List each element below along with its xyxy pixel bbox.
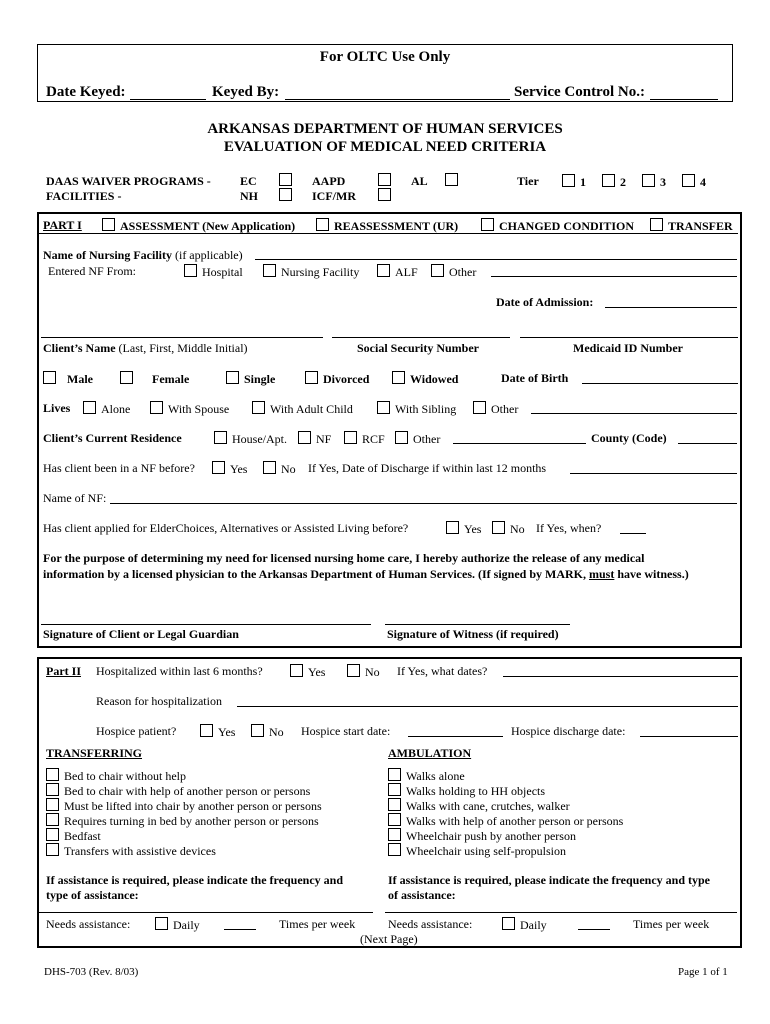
assist-left-line-1: If assistance is required, please indicate the frequency and — [46, 873, 344, 887]
tier-4[interactable]: 4 — [682, 174, 706, 190]
name-nf-field[interactable] — [110, 503, 737, 504]
female-option[interactable]: Female — [120, 371, 189, 387]
date-admission-field[interactable] — [605, 307, 737, 308]
transfer-item[interactable]: Must be lifted into chair by another person or persons — [46, 798, 322, 814]
transfer-item[interactable]: Requires turning in bed by another person or persons — [46, 813, 319, 829]
times-right-label: Times per week — [633, 917, 710, 931]
times-left-label: Times per week — [279, 917, 356, 931]
nf-before-label: Has client been in a NF before? — [43, 461, 195, 475]
applied-yes[interactable]: Yes — [446, 521, 481, 537]
reason-label: Reason for hospitalization — [96, 694, 222, 708]
what-dates-field[interactable] — [503, 676, 738, 677]
lives-with-spouse[interactable]: With Spouse — [150, 401, 229, 417]
assist-left-line-2: type of assistance: — [46, 888, 139, 902]
hospitalized-yes[interactable]: Yes — [290, 664, 325, 680]
ambulation-item[interactable]: Wheelchair using self-propulsion — [388, 843, 566, 859]
tier-2[interactable]: 2 — [602, 174, 626, 190]
medicaid-label: Medicaid ID Number — [573, 341, 683, 355]
discharge-label: If Yes, Date of Discharge if within last 12 months — [308, 461, 547, 475]
dob-label: Date of Birth — [501, 371, 569, 385]
applied-no[interactable]: No — [492, 521, 525, 537]
entered-other-field[interactable] — [491, 276, 737, 277]
authorization-line-1: For the purpose of determining my need for licensed nursing home care, I hereby authorize the release of any medical — [43, 551, 645, 565]
transfer-item[interactable]: Bedfast — [46, 828, 101, 844]
agency-title: ARKANSAS DEPARTMENT OF HUMAN SERVICES — [207, 121, 563, 137]
residence-other[interactable]: Other — [395, 431, 440, 447]
daily-left-option[interactable]: Daily — [155, 917, 200, 933]
transfer-item[interactable]: Bed to chair with help of another person or persons — [46, 783, 310, 799]
next-page-label: (Next Page) — [360, 932, 418, 946]
times-right-field[interactable] — [578, 929, 610, 930]
lives-with-adult-child[interactable]: With Adult Child — [252, 401, 353, 417]
divorced-option[interactable]: Divorced — [305, 371, 369, 387]
residence-rcf[interactable]: RCF — [344, 431, 385, 447]
client-name-label: Client’s Name (Last, First, Middle Initial) — [43, 341, 248, 355]
hospice-label: Hospice patient? — [96, 724, 177, 738]
tier-label: Tier — [517, 174, 539, 188]
tier-1[interactable]: 1 — [562, 174, 586, 190]
reassessment-option[interactable]: REASSESSMENT (UR) — [316, 218, 458, 234]
residence-label: Client’s Current Residence — [43, 431, 182, 445]
nh-checkbox[interactable] — [279, 188, 292, 201]
dob-field[interactable] — [582, 383, 738, 384]
assist-right-field[interactable] — [385, 912, 737, 913]
ambulation-item[interactable]: Walks with cane, crutches, walker — [388, 798, 570, 814]
discharge-field[interactable] — [570, 473, 737, 474]
date-keyed-field[interactable] — [130, 99, 206, 100]
ambulation-heading: AMBULATION — [388, 746, 472, 760]
ambulation-item[interactable]: Walks with help of another person or persons — [388, 813, 623, 829]
transfer-item[interactable]: Bed to chair without help — [46, 768, 186, 784]
service-control-field[interactable] — [650, 99, 718, 100]
hospice-discharge-field[interactable] — [640, 736, 738, 737]
oltc-title: For OLTC Use Only — [319, 49, 451, 65]
transferring-heading: TRANSFERRING — [46, 746, 143, 760]
icfmr-label: ICF/MR — [312, 189, 356, 203]
client-name-field[interactable] — [41, 337, 323, 338]
witness-signature-field[interactable] — [385, 624, 570, 625]
ssn-label: Social Security Number — [357, 341, 479, 355]
hospice-start-field[interactable] — [408, 736, 503, 737]
entered-alf[interactable]: ALF — [377, 264, 418, 280]
keyed-by-field[interactable] — [285, 99, 510, 100]
hospice-discharge-label: Hospice discharge date: — [511, 724, 626, 738]
ec-checkbox[interactable] — [279, 173, 292, 186]
part2-label: Part II — [46, 664, 81, 678]
medicaid-field[interactable] — [520, 337, 738, 338]
client-signature-label: Signature of Client or Legal Guardian — [43, 627, 239, 641]
residence-other-field[interactable] — [453, 443, 586, 444]
aapd-checkbox[interactable] — [378, 173, 391, 186]
facilities-label: FACILITIES - — [46, 189, 122, 203]
al-checkbox[interactable] — [445, 173, 458, 186]
single-option[interactable]: Single — [226, 371, 275, 387]
al-label: AL — [411, 174, 428, 188]
entered-other[interactable]: Other — [431, 264, 476, 280]
lives-label: Lives — [43, 401, 71, 415]
tier-3[interactable]: 3 — [642, 174, 666, 190]
daily-right-option[interactable]: Daily — [502, 917, 547, 933]
service-control-label: Service Control No.: — [514, 84, 645, 100]
assist-right-line-2: of assistance: — [388, 888, 456, 902]
authorization-line-2: information by a licensed physician to the Arkansas Department of Human Services. (If signed by MARK, must have witness.) — [43, 567, 689, 581]
ambulation-item[interactable]: Walks alone — [388, 768, 465, 784]
reason-field[interactable] — [237, 706, 738, 707]
hospitalized-label: Hospitalized within last 6 months? — [96, 664, 263, 678]
lives-alone[interactable]: Alone — [83, 401, 130, 417]
form-number: DHS-703 (Rev. 8/03) — [44, 966, 139, 978]
form-title: EVALUATION OF MEDICAL NEED CRITERIA — [223, 139, 547, 155]
daas-label: DAAS WAIVER PROGRAMS - — [46, 174, 211, 188]
hospitalized-no[interactable]: No — [347, 664, 380, 680]
ambulation-item[interactable]: Wheelchair push by another person — [388, 828, 576, 844]
keyed-by-label: Keyed By: — [212, 84, 280, 100]
part1-label: PART I — [43, 218, 82, 232]
witness-signature-label: Signature of Witness (if required) — [387, 627, 559, 641]
entered-nursing-facility[interactable]: Nursing Facility — [263, 264, 359, 280]
if-yes-when-label: If Yes, when? — [536, 521, 602, 535]
hospice-no[interactable]: No — [251, 724, 284, 740]
assist-right-line-1: If assistance is required, please indicate the frequency and type — [388, 873, 711, 887]
transfer-item[interactable]: Transfers with assistive devices — [46, 843, 216, 859]
lives-other-field[interactable] — [531, 413, 737, 414]
assist-left-field[interactable] — [39, 912, 373, 913]
date-admission-label: Date of Admission: — [496, 295, 594, 309]
nf-before-yes[interactable]: Yes — [212, 461, 247, 477]
nf-name-field[interactable] — [255, 259, 737, 260]
residence-house[interactable]: House/Apt. — [214, 431, 287, 447]
nf-before-no[interactable]: No — [263, 461, 296, 477]
male-option[interactable]: Male — [43, 371, 93, 387]
page-number: Page 1 of 1 — [678, 966, 728, 978]
date-keyed-label: Date Keyed: — [46, 84, 126, 100]
times-left-field[interactable] — [224, 929, 256, 930]
entered-hospital[interactable]: Hospital — [184, 264, 243, 280]
if-yes-when-field[interactable] — [620, 533, 646, 534]
lives-other[interactable]: Other — [473, 401, 518, 417]
nh-label: NH — [240, 189, 258, 203]
hospice-start-label: Hospice start date: — [301, 724, 391, 738]
ambulation-item[interactable]: Walks holding to HH objects — [388, 783, 545, 799]
transfer-option[interactable]: TRANSFER — [650, 218, 733, 234]
nf-name-label: Name of Nursing Facility (if applicable) — [43, 248, 243, 262]
lives-with-sibling[interactable]: With Sibling — [377, 401, 456, 417]
name-nf-label: Name of NF: — [43, 491, 107, 505]
aapd-label: AAPD — [312, 174, 346, 188]
county-field[interactable] — [678, 443, 737, 444]
changed-condition-option[interactable]: CHANGED CONDITION — [481, 218, 634, 234]
county-label: County (Code) — [591, 431, 667, 445]
applied-label: Has client applied for ElderChoices, Alternatives or Assisted Living before? — [43, 521, 409, 535]
hospice-yes[interactable]: Yes — [200, 724, 235, 740]
needs-right-label: Needs assistance: — [388, 917, 473, 931]
widowed-option[interactable]: Widowed — [392, 371, 458, 387]
icfmr-checkbox[interactable] — [378, 188, 391, 201]
client-signature-field[interactable] — [41, 624, 371, 625]
ec-label: EC — [240, 174, 257, 188]
needs-left-label: Needs assistance: — [46, 917, 131, 931]
residence-nf[interactable]: NF — [298, 431, 331, 447]
assessment-option[interactable]: ASSESSMENT (New Application) — [102, 218, 295, 234]
what-dates-label: If Yes, what dates? — [397, 664, 488, 678]
entered-from-label: Entered NF From: — [48, 264, 136, 278]
ssn-field[interactable] — [332, 337, 510, 338]
